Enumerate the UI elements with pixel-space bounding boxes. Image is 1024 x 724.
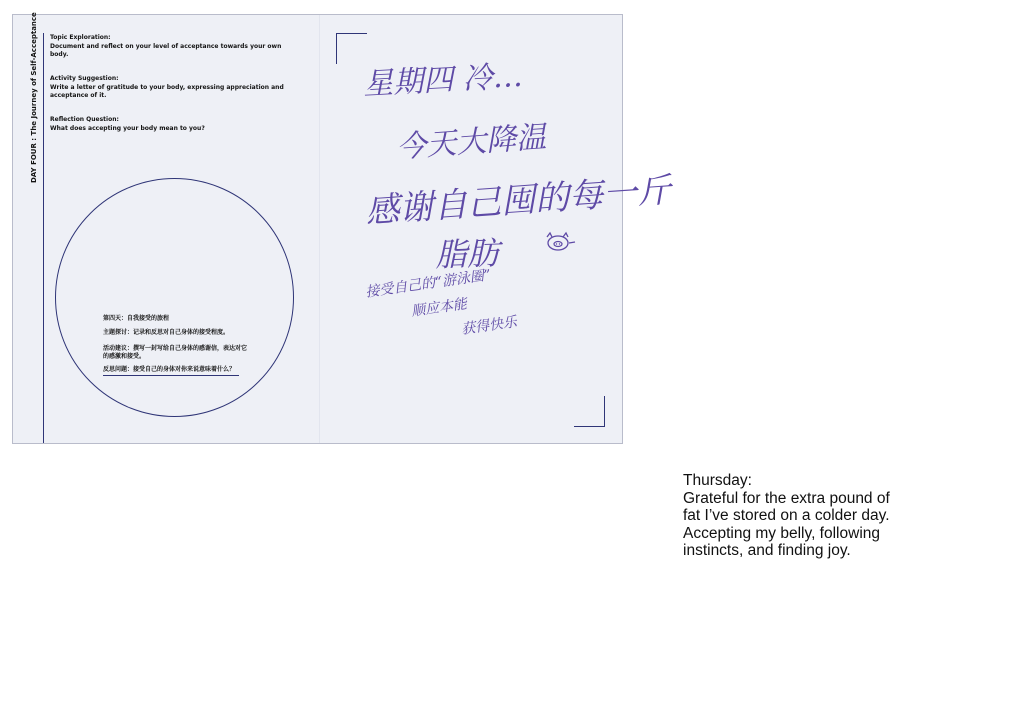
caption-line-4: Accepting my belly, following <box>683 524 880 542</box>
pig-face-icon <box>543 231 577 253</box>
corner-bracket-bottom-right <box>574 396 605 427</box>
caption-line-1: Thursday: <box>683 472 752 489</box>
handwriting-line-2: 今天大降温 <box>395 119 548 166</box>
chinese-reflection: 反思问题：接受自己的身体对你来说意味着什么？ <box>103 366 239 376</box>
topic-section <box>50 34 300 60</box>
caption-line-5: instincts, and finding joy. <box>683 542 851 559</box>
reflection-text: What does accepting your body mean to you? <box>50 124 205 132</box>
journal-spread <box>12 12 673 444</box>
handwriting-line-1: 星期四 冷… <box>362 58 524 103</box>
vertical-title: DAY FOUR : The Journey of Self-Acceptance <box>30 12 38 183</box>
caption-line-2: Grateful for the extra pound of <box>683 489 890 507</box>
caption-line-3: fat I’ve stored on a colder day. <box>683 507 890 524</box>
reflection-section <box>50 116 300 133</box>
handwriting-line-5: 接受自己的“游泳圈” <box>364 267 492 301</box>
spine-line <box>43 33 44 443</box>
handwriting-line-4: 脂肪 <box>434 233 500 275</box>
activity-section <box>50 75 300 101</box>
handwriting-line-6: 顺应本能 <box>410 296 468 320</box>
topic-text: Document and reflect on your level of acceptance towards your own body. <box>50 42 282 58</box>
chinese-day-title: 第四天：自我接受的旅程 <box>103 315 170 322</box>
caption-text <box>683 472 983 560</box>
reflection-heading: Reflection Question: <box>50 116 119 123</box>
circle-frame <box>55 178 294 417</box>
activity-text: Write a letter of gratitude to your body, expressing appreciation and acceptance of it. <box>50 83 284 99</box>
handwriting-line-3: 感谢自己囤的每一斤 <box>364 170 673 232</box>
handwriting-line-7: 获得快乐 <box>460 314 518 338</box>
topic-heading: Topic Exploration: <box>50 34 111 41</box>
activity-heading: Activity Suggestion: <box>50 75 119 82</box>
chinese-activity: 活动建议：撰写一封写给自己身体的感谢信，表达对它的感激和接受。 <box>103 345 248 360</box>
chinese-topic: 主题探讨：记录和反思对自己身体的接受程度。 <box>103 329 230 336</box>
page-fold <box>319 15 320 443</box>
